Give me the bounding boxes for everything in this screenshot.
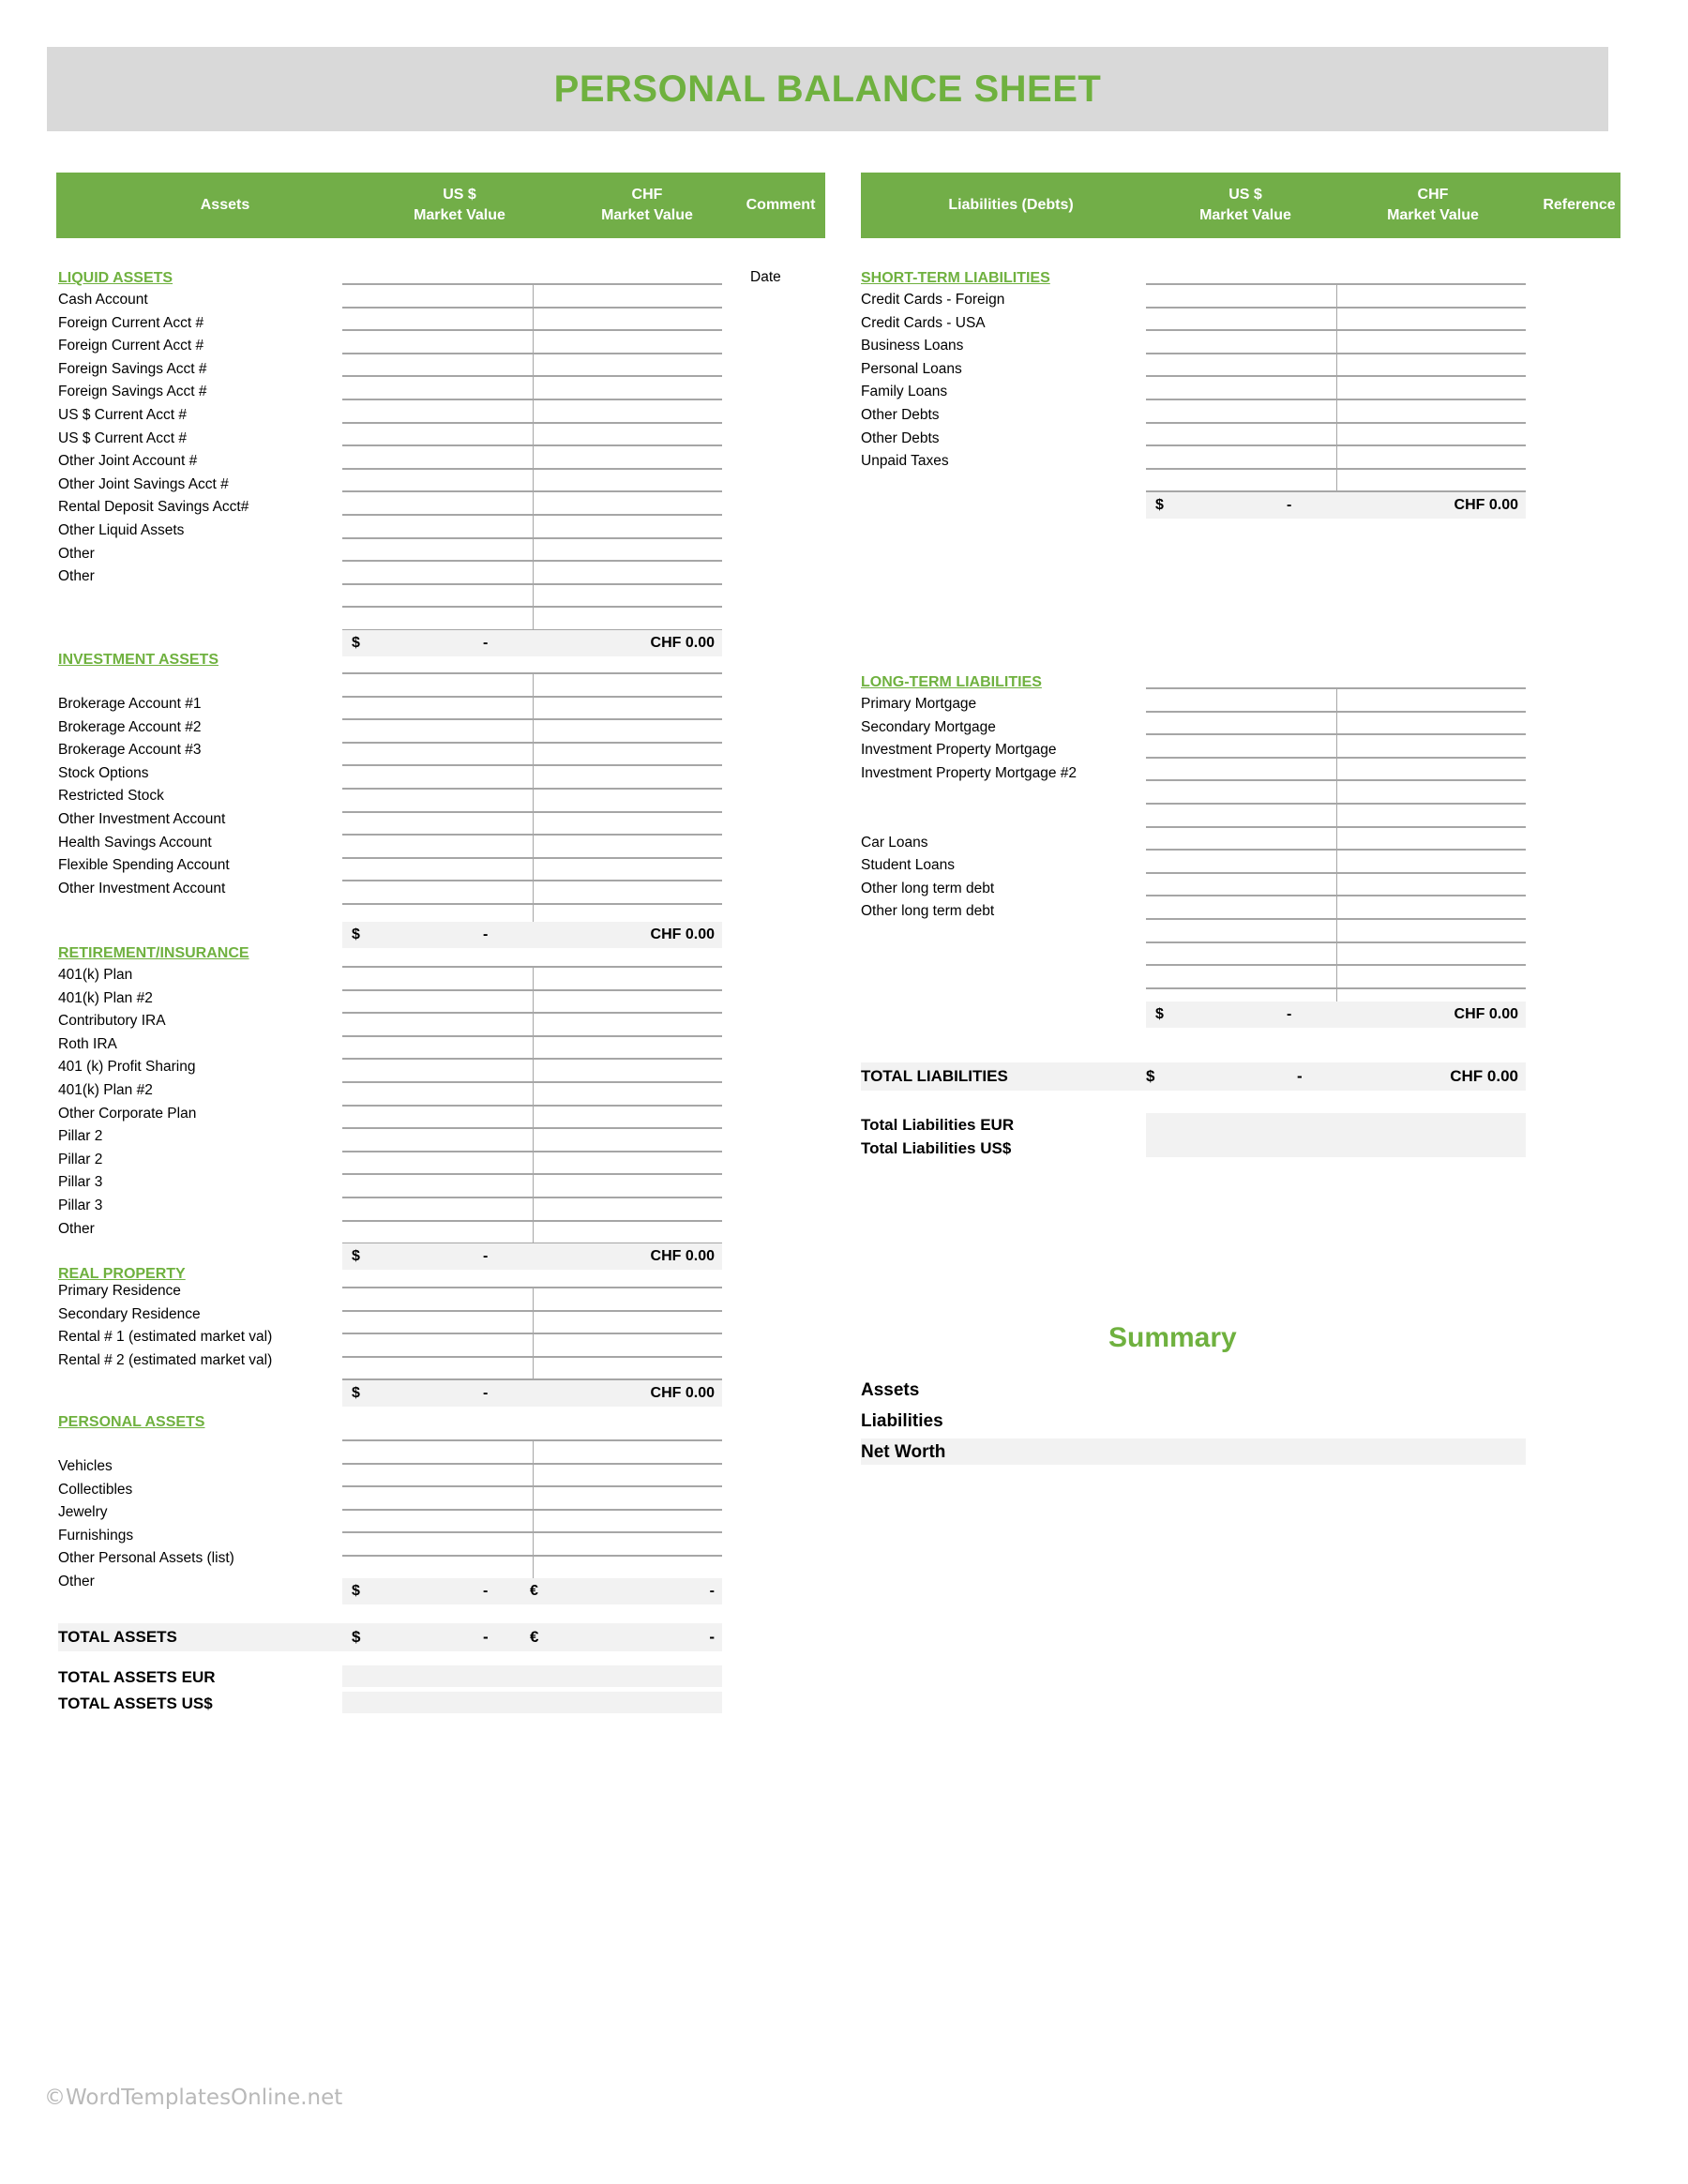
short-term-liability-label-6: Other Debts [861,407,940,423]
total-liabilities-value-box[interactable] [1146,1113,1526,1157]
assets-header-col-chf: CHF Market Value [601,187,693,223]
net-worth-highlight [861,1438,1526,1465]
liabilities-table-header [861,173,1620,238]
total-liabilities-usd-label: Total Liabilities US$ [861,1139,1012,1157]
section-title-personal-assets: PERSONAL ASSETS [58,1414,205,1430]
section-title-liquid-assets: LIQUID ASSETS [58,270,173,286]
investment-assets-subtotal: $ - CHF 0.00 [342,922,722,948]
short-term-liability-label-5: Family Loans [861,384,948,400]
retirement-insurance-entry-grid[interactable] [342,966,722,1244]
summary-title: Summary [1108,1322,1237,1353]
summary-row-net-worth: Net Worth [861,1442,946,1462]
entry-row[interactable] [342,836,722,859]
entry-row[interactable] [342,790,722,813]
retirement-label-11: Pillar 3 [58,1197,103,1213]
personal-asset-label-1: Vehicles [58,1458,113,1474]
liquid-assets-subtotal: $ - CHF 0.00 [342,630,722,656]
retirement-label-6: 401(k) Plan #2 [58,1082,153,1098]
liquid-asset-label-7: US $ Current Acct # [58,429,187,446]
entry-row[interactable] [1146,966,1526,989]
entry-row[interactable] [342,470,722,493]
entry-row[interactable] [342,859,722,882]
entry-row[interactable] [342,1441,722,1465]
real-property-label-3: Rental # 1 (estimated market val) [58,1329,273,1346]
personal-assets-subtotal: $ - € - [342,1578,722,1604]
entry-row[interactable] [342,698,722,721]
entry-row[interactable] [1146,896,1526,920]
retirement-label-5: 401 (k) Profit Sharing [58,1059,196,1076]
entry-row[interactable] [342,1334,722,1358]
retirement-label-7: Other Corporate Plan [58,1105,197,1122]
entry-row[interactable] [342,1288,722,1312]
long-term-liability-label-10: Other long term debt [861,903,995,920]
entry-row[interactable] [1146,400,1526,424]
personal-asset-label-6: Other [58,1574,95,1589]
real-property-label-2: Secondary Residence [58,1305,201,1322]
entry-row[interactable] [342,446,722,470]
personal-asset-label-3: Jewelry [58,1504,108,1521]
long-term-liabilities-subtotal: $ - CHF 0.00 [1146,1002,1526,1028]
personal-asset-label-4: Furnishings [58,1527,134,1544]
liquid-asset-label-6: US $ Current Acct # [58,407,187,423]
entry-row[interactable] [342,585,722,609]
liquid-assets-entry-grid[interactable] [342,283,722,631]
liquid-asset-label-4: Foreign Savings Acct # [58,360,207,377]
long-term-liability-label-8: Student Loans [861,857,955,874]
entry-row[interactable] [342,1060,722,1083]
entry-row[interactable] [1146,874,1526,897]
entry-row[interactable] [342,377,722,400]
entry-row[interactable] [1146,424,1526,447]
investment-assets-entry-grid[interactable] [342,672,722,928]
retirement-label-8: Pillar 2 [58,1128,103,1145]
entry-row[interactable] [342,881,722,905]
page-title: PERSONAL BALANCE SHEET [553,68,1102,110]
investment-asset-label-2: Brokerage Account #2 [58,718,202,735]
long-term-liability-label-7: Car Loans [861,834,928,851]
liabilities-header-col-usd: US $ Market Value [1199,187,1291,223]
retirement-label-12: Other [58,1220,95,1237]
entry-row[interactable] [342,1014,722,1037]
date-label: Date [750,269,781,285]
total-assets-eur-value-box[interactable] [342,1665,722,1687]
retirement-label-1: 401(k) Plan [58,967,133,983]
investment-asset-label-6: Other Investment Account [58,811,226,827]
real-property-label-1: Primary Residence [58,1283,181,1299]
total-assets-usd-label: TOTAL ASSETS US$ [58,1694,213,1712]
entry-row[interactable] [342,1198,722,1222]
entry-row[interactable] [342,1557,722,1580]
short-term-liabilities-entry-grid[interactable] [1146,283,1526,516]
entry-row[interactable] [342,1222,722,1245]
entry-row[interactable] [342,1465,722,1488]
entry-row[interactable] [342,354,722,378]
entry-row[interactable] [342,562,722,585]
entry-row[interactable] [342,309,722,332]
retirement-label-3: Contributory IRA [58,1013,166,1030]
liquid-asset-label-11: Other Liquid Assets [58,522,185,538]
assets-table-header [56,173,825,238]
entry-row[interactable] [1146,331,1526,354]
investment-asset-label-9: Other Investment Account [58,880,226,896]
entry-row[interactable] [342,968,722,991]
entry-row[interactable] [1146,781,1526,805]
liquid-asset-label-8: Other Joint Account # [58,453,198,470]
assets-header-col-usd: US $ Market Value [414,187,505,223]
entry-row[interactable] [1146,943,1526,967]
entry-row[interactable] [342,720,722,744]
entry-row[interactable] [1146,805,1526,828]
short-term-liability-label-3: Business Loans [861,338,964,354]
entry-row[interactable] [342,1152,722,1176]
entry-row[interactable] [342,1312,722,1335]
long-term-liability-label-2: Secondary Mortgage [861,718,996,735]
entry-row[interactable] [342,331,722,354]
entry-row[interactable] [342,813,722,836]
retirement-label-2: 401(k) Plan #2 [58,989,153,1006]
real-property-label-4: Rental # 2 (estimated market val) [58,1351,273,1368]
personal-asset-label-5: Other Personal Assets (list) [58,1550,234,1567]
entry-row[interactable] [342,1175,722,1198]
short-term-liability-label-8: Unpaid Taxes [861,453,949,470]
entry-row[interactable] [342,1083,722,1107]
liquid-asset-label-2: Foreign Current Acct # [58,314,204,331]
liquid-asset-label-10: Rental Deposit Savings Acct# [58,499,249,516]
liquid-asset-label-12: Other [58,545,95,562]
total-liabilities-row: TOTAL LIABILITIES $ - CHF 0.00 [861,1062,1526,1091]
personal-assets-entry-grid[interactable] [342,1439,722,1580]
entry-row[interactable] [1146,309,1526,332]
section-title-short-term-liabilities: SHORT-TERM LIABILITIES [861,270,1050,286]
entry-row[interactable] [1146,470,1526,493]
short-term-liability-label-1: Credit Cards - Foreign [861,292,1005,308]
real-property-subtotal: $ - CHF 0.00 [342,1380,722,1407]
long-term-liability-label-3: Investment Property Mortgage [861,742,1057,759]
liquid-asset-label-9: Other Joint Savings Acct # [58,475,229,492]
entry-row[interactable] [342,1358,722,1381]
short-term-liability-label-4: Personal Loans [861,360,962,377]
section-title-long-term-liabilities: LONG-TERM LIABILITIES [861,674,1042,690]
entry-row[interactable] [342,1487,722,1511]
total-assets-usd-value-box[interactable] [342,1692,722,1713]
entry-row[interactable] [1146,920,1526,943]
investment-asset-label-4: Stock Options [58,764,149,781]
short-term-liabilities-subtotal: $ - CHF 0.00 [1146,492,1526,519]
short-term-liability-label-2: Credit Cards - USA [861,314,986,331]
liabilities-header-col-reference: Reference [1543,197,1616,214]
total-liabilities-eur-label: Total Liabilities EUR [861,1116,1015,1134]
entry-row[interactable] [342,744,722,767]
entry-row[interactable] [342,608,722,631]
assets-header-col-comment: Comment [746,197,816,214]
entry-row[interactable] [342,1037,722,1061]
personal-asset-label-2: Collectibles [58,1481,133,1498]
entry-row[interactable] [342,400,722,424]
long-term-liability-label-4: Investment Property Mortgage #2 [861,764,1078,781]
entry-row[interactable] [342,424,722,447]
investment-asset-label-8: Flexible Spending Account [58,857,230,874]
total-assets-eur-label: TOTAL ASSETS EUR [58,1668,216,1686]
retirement-label-9: Pillar 2 [58,1151,103,1167]
entry-row[interactable] [1146,446,1526,470]
investment-asset-label-5: Restricted Stock [58,788,164,805]
entry-row[interactable] [1146,377,1526,400]
entry-row[interactable] [342,1533,722,1557]
entry-row[interactable] [342,766,722,790]
entry-row[interactable] [1146,689,1526,713]
entry-row[interactable] [1146,851,1526,874]
liquid-asset-label-3: Foreign Current Acct # [58,338,204,354]
section-title-retirement-insurance: RETIREMENT/INSURANCE [58,945,249,961]
entry-row[interactable] [1146,735,1526,759]
entry-row[interactable] [342,991,722,1015]
section-title-investment-assets: INVESTMENT ASSETS [58,652,219,668]
entry-row[interactable] [1146,828,1526,851]
retirement-label-10: Pillar 3 [58,1174,103,1191]
retirement-insurance-subtotal: $ - CHF 0.00 [342,1243,722,1270]
long-term-liability-label-1: Primary Mortgage [861,696,977,712]
assets-header-col-assets: Assets [200,197,250,214]
total-assets-row: TOTAL ASSETS $ - € - [58,1623,722,1651]
summary-row-assets: Assets [861,1380,920,1400]
entry-row[interactable] [1146,713,1526,736]
entry-row[interactable] [342,492,722,516]
summary-row-liabilities: Liabilities [861,1411,943,1431]
entry-row[interactable] [342,1511,722,1534]
liabilities-header-col-liabilities: Liabilities (Debts) [948,197,1074,214]
entry-row[interactable] [342,1129,722,1152]
liquid-asset-label-1: Cash Account [58,292,148,308]
liquid-asset-label-13: Other [58,568,95,585]
title-banner [47,47,1608,131]
entry-row[interactable] [342,674,722,698]
investment-asset-label-7: Health Savings Account [58,834,212,851]
investment-asset-label-1: Brokerage Account #1 [58,696,202,712]
entry-row[interactable] [1146,285,1526,309]
section-title-real-property: REAL PROPERTY [58,1266,186,1282]
long-term-liabilities-entry-grid[interactable] [1146,687,1526,1012]
entry-row[interactable] [342,285,722,309]
entry-row[interactable] [342,516,722,539]
entry-row[interactable] [342,539,722,563]
entry-row[interactable] [1146,354,1526,378]
real-property-entry-grid[interactable] [342,1287,722,1380]
liabilities-header-col-chf: CHF Market Value [1387,187,1479,223]
footer-watermark: ©WordTemplatesOnline.net [44,2086,343,2110]
retirement-label-4: Roth IRA [58,1035,117,1052]
long-term-liability-label-9: Other long term debt [861,880,995,896]
investment-asset-label-3: Brokerage Account #3 [58,742,202,759]
liquid-asset-label-5: Foreign Savings Acct # [58,384,207,400]
short-term-liability-label-7: Other Debts [861,429,940,446]
entry-row[interactable] [342,1107,722,1130]
entry-row[interactable] [1146,759,1526,782]
